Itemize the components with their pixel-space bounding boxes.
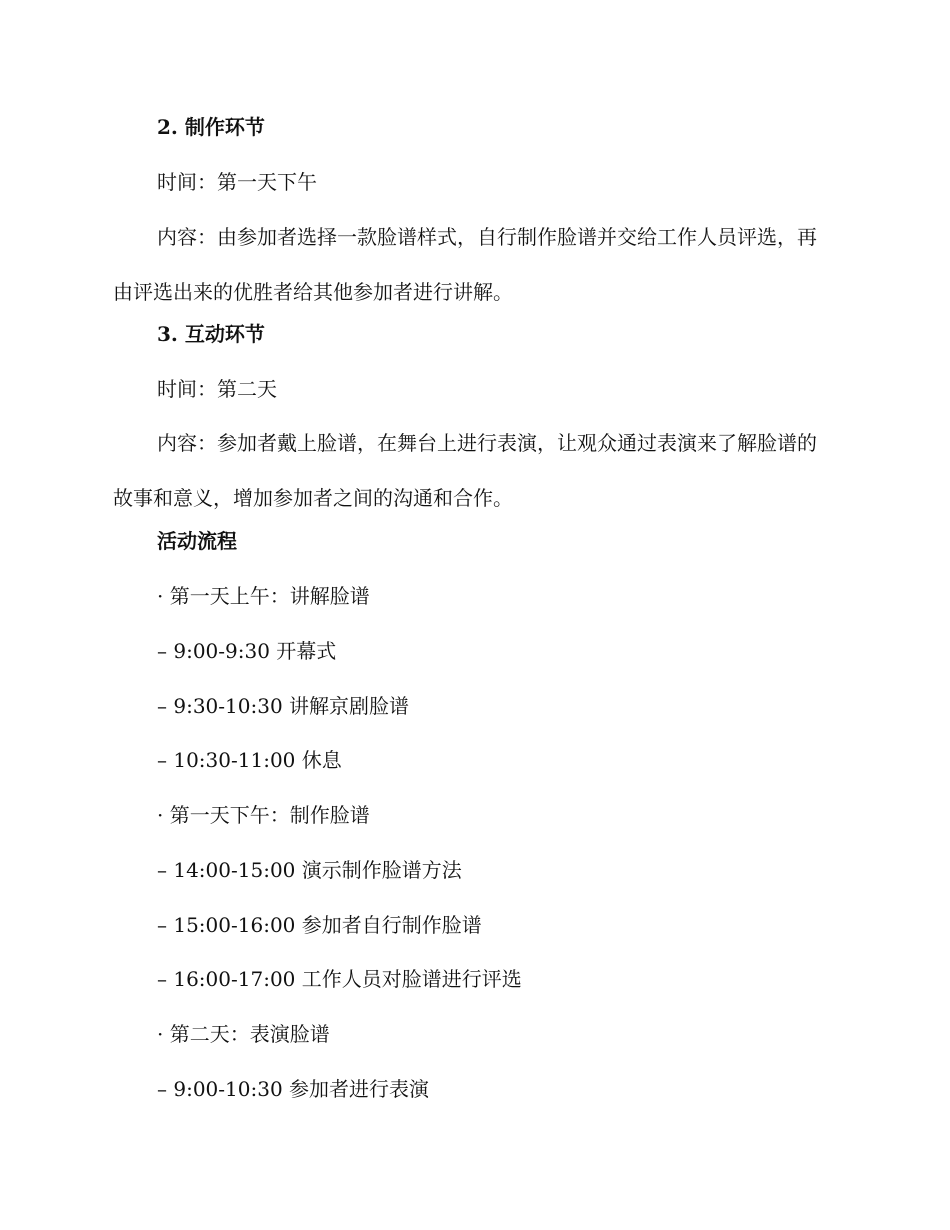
production-time: 时间：第一天下午 — [157, 170, 317, 194]
flow-day-item: · 第二天：表演脸谱 — [157, 1022, 330, 1046]
flow-schedule-item: – 14:00-15:00 演示制作脸谱方法 — [157, 858, 462, 882]
interaction-time: 时间：第二天 — [157, 377, 277, 401]
production-content: 内容：由参加者选择一款脸谱样式，自行制作脸谱并交给工作人员评选，再由评选出来的优胜者给其他参加者进行讲解。 — [113, 225, 817, 304]
interaction-content: 内容：参加者戴上脸谱，在舞台上进行表演，让观众通过表演来了解脸谱的故事和意义，增加参加者之间的沟通和合作。 — [113, 431, 817, 510]
flow-schedule-item: – 15:00-16:00 参加者自行制作脸谱 — [157, 913, 482, 937]
section-heading-production: 2. 制作环节 — [157, 115, 265, 139]
flow-schedule-item: – 10:30-11:00 休息 — [157, 748, 342, 772]
flow-schedule-item: – 9:00-9:30 开幕式 — [157, 639, 337, 663]
section-heading-interaction: 3. 互动环节 — [157, 322, 265, 346]
section-heading-flow: 活动流程 — [157, 529, 237, 553]
flow-day-item: · 第一天上午：讲解脸谱 — [157, 584, 370, 608]
flow-schedule-item: – 9:30-10:30 讲解京剧脸谱 — [157, 694, 410, 718]
flow-day-item: · 第一天下午：制作脸谱 — [157, 803, 370, 827]
flow-schedule-item: – 16:00-17:00 工作人员对脸谱进行评选 — [157, 967, 522, 991]
flow-schedule-item: – 9:00-10:30 参加者进行表演 — [157, 1077, 430, 1101]
